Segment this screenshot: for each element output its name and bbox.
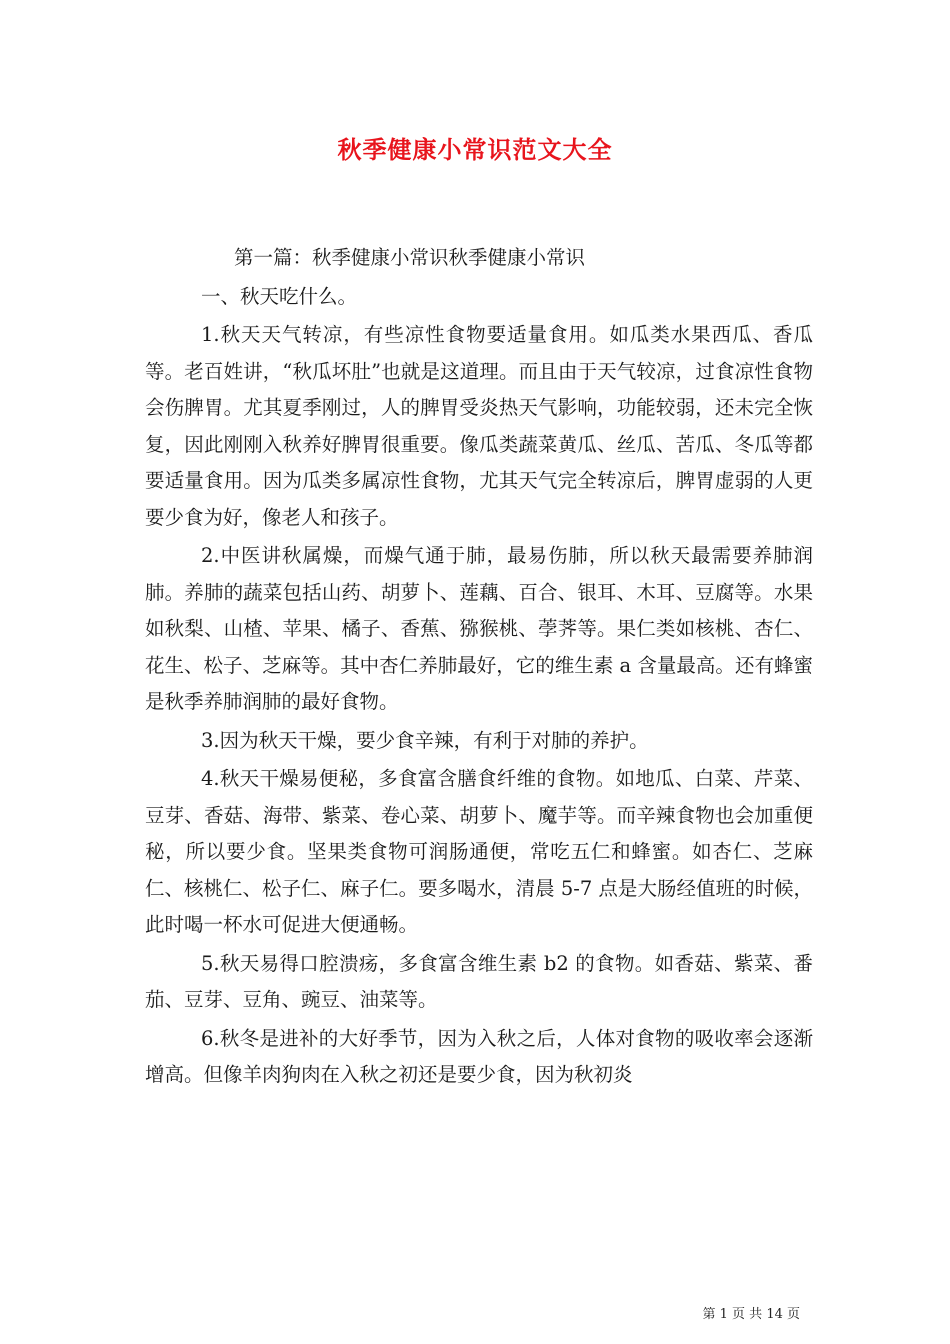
document-title: 秋季健康小常识范文大全 <box>337 135 613 164</box>
section-heading: 一、秋天吃什么。 <box>201 284 358 308</box>
paragraph-4: 4.秋天干燥易便秘，多食富含膳食纤维的食物。如地瓜、白菜、芹菜、豆芽、香菇、海带、紫菜、卷心菜、胡萝卜、魔芋等。而辛辣食物也会加重便秘，所以要少食。坚果类食物可润肠通便，常吃五仁和蜂蜜。如杏仁、芝麻仁、核桃仁、松子仁、麻子仁。要多喝水，清晨 5-7 点是大肠经值班的时候，此时喝一杯水可促进大便通畅。 <box>145 767 813 936</box>
paragraph-1: 1.秋天天气转凉，有些凉性食物要适量食用。如瓜类水果西瓜、香瓜等。老百姓讲，“秋瓜坏肚”也就是这道理。而且由于天气较凉，过食凉性食物会伤脾胃。尤其夏季刚过，人的脾胃受炎热天气影响，功能较弱，还未完全恢复，因此刚刚入秋养好脾胃很重要。像瓜类蔬菜黄瓜、丝瓜、苦瓜、冬瓜等都要适量食用。因为瓜类多属凉性食物，尤其天气完全转凉后，脾胃虚弱的人更要少食为好，像老人和孩子。 <box>145 323 813 529</box>
paragraph-2: 2.中医讲秋属燥，而燥气通于肺，最易伤肺，所以秋天最需要养肺润肺。养肺的蔬菜包括山药、胡萝卜、莲藕、百合、银耳、木耳、豆腐等。水果如秋梨、山楂、苹果、橘子、香蕉、猕猴桃、荸荠等。果仁类如核桃、杏仁、花生、松子、芝麻等。其中杏仁养肺最好，它的维生素 a 含量最高。还有蜂蜜是秋季养肺润肺的最好食物。 <box>145 544 813 713</box>
paragraph-5: 5.秋天易得口腔溃疡，多食富含维生素 b2 的食物。如香菇、紫菜、番茄、豆芽、豆角、豌豆、油菜等。 <box>145 951 813 1011</box>
document-body <box>145 240 813 1096</box>
page-number: 第 1 页 共 14 页 <box>702 1307 800 1322</box>
paragraph-6: 6.秋冬是进补的大好季节，因为入秋之后，人体对食物的吸收率会逐渐增高。但像羊肉狗肉在入秋之初还是要少食，因为秋初炎 <box>145 1026 813 1086</box>
paragraph-3: 3.因为秋天干燥，要少食辛辣，有利于对肺的养护。 <box>201 728 649 752</box>
chapter-heading: 第一篇：秋季健康小常识秋季健康小常识 <box>234 246 586 269</box>
